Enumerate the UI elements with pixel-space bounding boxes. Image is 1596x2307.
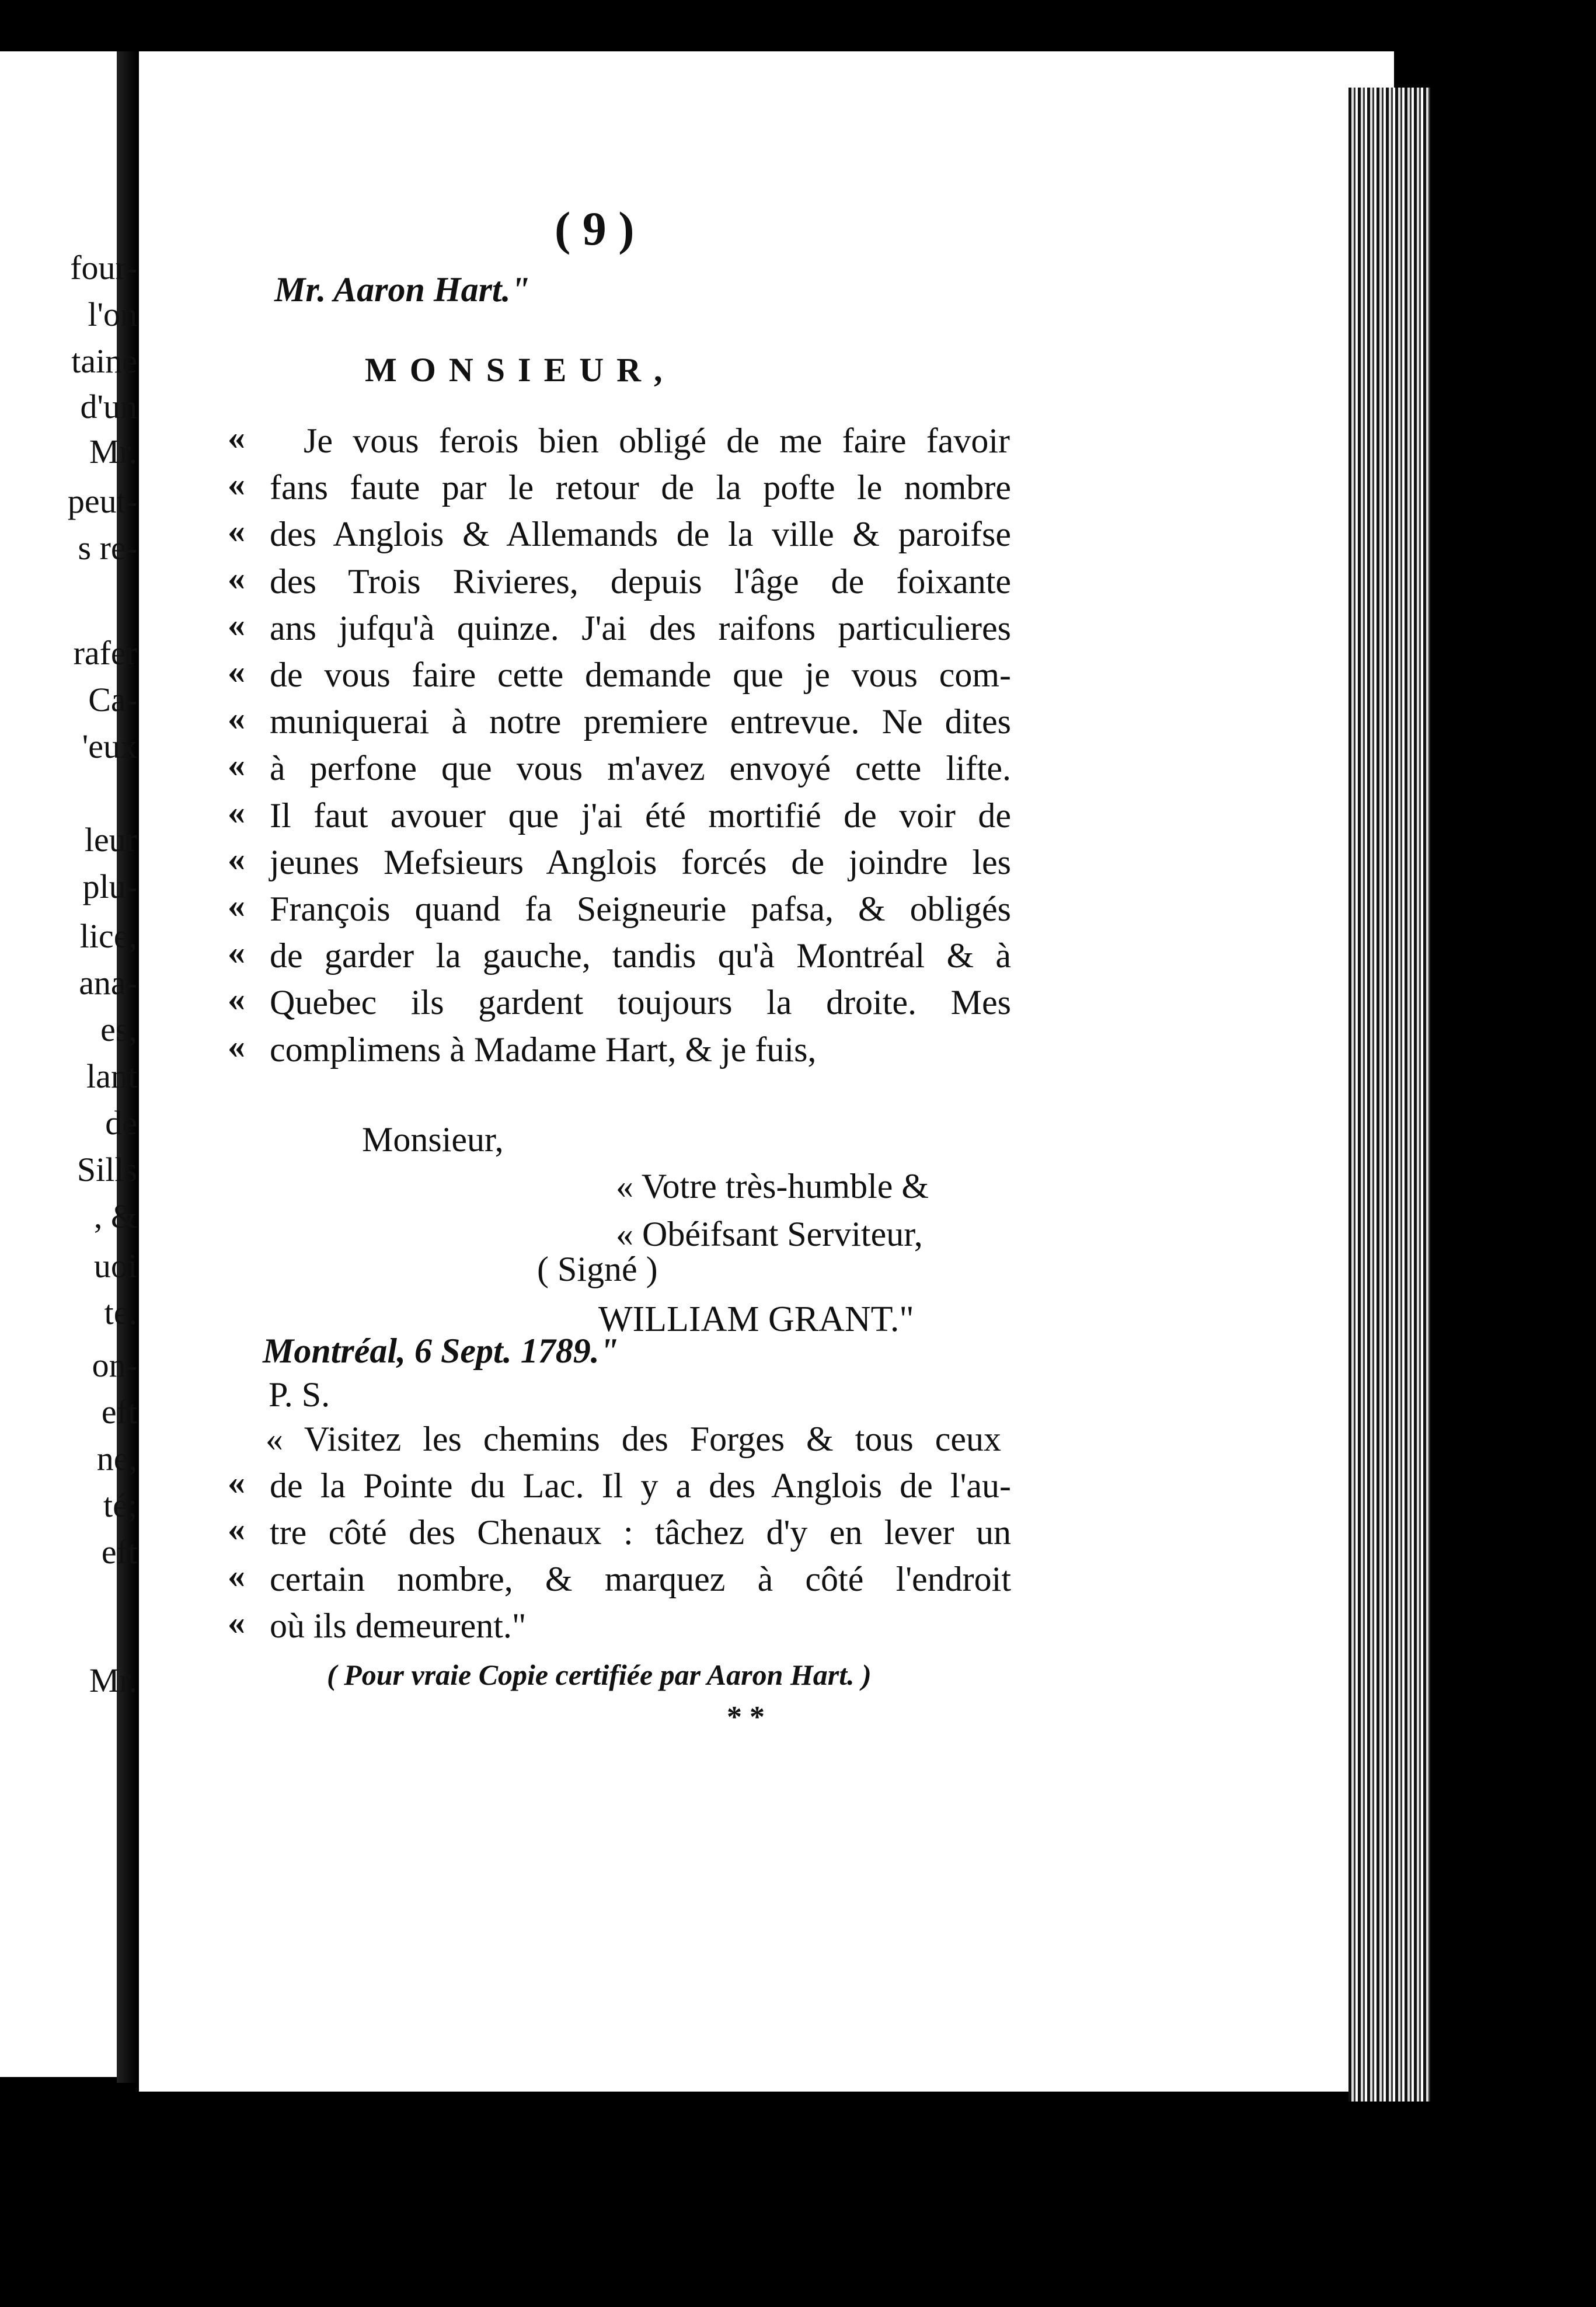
letter-line: de garder la gauche, tandis qu'à Montréal & à [270,936,1011,975]
postscript-line: de la Pointe du Lac. Il y a des Anglois de l'au- [270,1466,1011,1505]
letter-line: Quebec ils gardent toujours la droite. Mes [270,983,1011,1022]
previous-page-fragment: s re- [78,529,137,567]
previous-page-fragment: Mr. [89,1661,137,1699]
previous-page-fragment: four- [70,249,137,287]
previous-page-fragment: te. [104,1294,137,1332]
quote-mark: « [228,1026,245,1065]
postscript-line: tre côté des Chenaux : tâchez d'y en lever un [270,1513,1011,1552]
previous-page-fragment: té; [103,1486,137,1524]
quote-mark: « [228,558,245,597]
quote-mark: « [228,605,245,644]
quote-mark: « [228,745,245,785]
previous-page-fragment: peut- [67,482,137,520]
certification-note: ( Pour vraie Copie certifiée par Aaron Hart. ) [327,1658,872,1691]
previous-page-fragment: on- [92,1346,137,1384]
letter-line: fans faute par le retour de la pofte le nombre [270,468,1011,507]
letter-line: Je vous ferois bien obligé de me faire favoir [304,421,1010,460]
previous-page-fragment: rafer [73,634,137,672]
previous-page-fragment: , & [93,1197,137,1235]
quote-mark: « [228,792,245,831]
letter-line: complimens à Madame Hart, & je fuis, [270,1030,817,1069]
previous-page-fragment: Mr. [89,433,137,471]
letter-line: muniquerai à notre premiere entrevue. Ne dites [270,702,1011,741]
previous-page-fragment: es, [100,1010,137,1048]
dateline: Montréal, 6 Sept. 1789." [263,1332,619,1370]
quote-mark: « [228,980,245,1019]
quote-mark: « [228,652,245,691]
closing-salutation: Monsieur, [362,1120,504,1159]
previous-page-fragment: Sills [76,1151,137,1189]
quote-mark: « [228,511,245,550]
previous-page-fragment: d'un [80,388,137,426]
salutation: MONSIEUR, [365,351,675,389]
previous-page-fragment: de [105,1104,137,1142]
previous-page-fragment: uoi [93,1247,137,1285]
previous-page-fragment: ana- [79,964,137,1002]
previous-page-fragment: taine [71,342,137,380]
letter-line: des Anglois & Allemands de la ville & paroifse [270,515,1011,554]
quote-mark: « [228,1556,245,1595]
previous-page-fragment: ne, [96,1440,137,1477]
quote-mark: « [228,699,245,738]
addressee: Mr. Aaron Hart." [274,270,530,309]
ornament: * * [727,1700,765,1734]
letter-line: François quand fa Seigneurie pafsa, & obligés [270,890,1011,928]
letter-line: de vous faire cette demande que je vous com- [270,656,1011,694]
quote-mark: « [228,839,245,878]
previous-page-fragment: l'on [88,295,137,333]
letter-line: à perfone que vous m'avez envoyé cette lifte. [270,749,1011,788]
postscript-line: où ils demeurent." [270,1606,527,1645]
postscript-line: « Visitez les chemins des Forges & tous ceux [266,1420,1001,1458]
letter-line: des Trois Rivieres, depuis l'âge de foixante [270,562,1011,601]
previous-page-fragment: plu- [82,867,137,905]
signature: WILLIAM GRANT." [598,1299,914,1339]
quote-mark: « [228,1510,245,1548]
quote-mark: « [228,1463,245,1501]
previous-page-fragment: eft [101,1533,137,1571]
closing-line-1: « Votre très-humble & [616,1167,929,1205]
previous-page-fragment: eft [101,1393,137,1431]
previous-page-fragment: leur [84,821,137,859]
letter-line: jeunes Mefsieurs Anglois forcés de joindre les [270,842,1011,881]
quote-mark: « [228,465,245,504]
postscript-label: P. S. [269,1375,330,1414]
previous-page-fragment: Ca- [88,681,137,719]
letter-line: Il faut avouer que j'ai été mortifié de voir de [270,796,1011,835]
signed-label: ( Signé ) [537,1250,658,1288]
quote-mark: « [228,418,245,456]
quote-mark: « [228,1603,245,1642]
letter-line: ans jufqu'à quinze. J'ai des raifons particulieres [270,608,1011,647]
previous-page-fragment: lice, [79,917,137,955]
page-edge-shadow [1348,88,1430,2102]
closing-line-2: « Obéifsant Serviteur, [616,1215,923,1253]
previous-page-fragment: lant [86,1057,137,1095]
quote-mark: « [228,886,245,925]
page-number: ( 9 ) [555,202,635,255]
quote-mark: « [228,933,245,972]
postscript-line: certain nombre, & marquez à côté l'endroit [270,1560,1011,1598]
previous-page-fragment: 'eux [82,727,137,765]
